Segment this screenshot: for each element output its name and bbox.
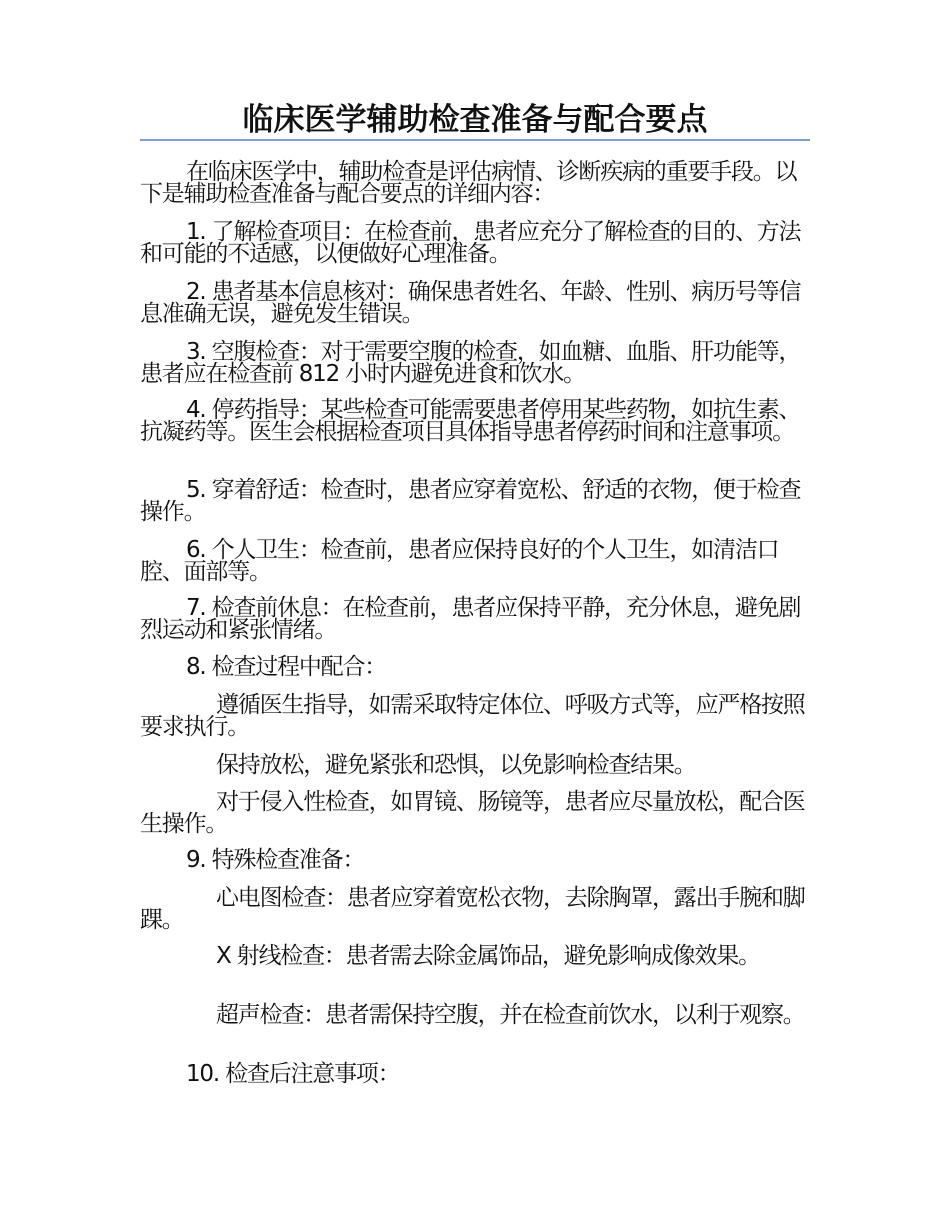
item-7-paragraph: 7. 检查前休息：在检查前，患者应保持平静，充分休息，避免剧烈运动和紧张情绪。 xyxy=(140,595,801,643)
item-9-heading: 9. 特殊检查准备： xyxy=(186,847,365,873)
item-8-sub-2: 保持放松，避免紧张和恐惧，以免影响检查结果。 xyxy=(216,752,696,778)
item-10-heading: 10. 检查后注意事项： xyxy=(186,1061,400,1087)
item-8-sub-3: 对于侵入性检查，如胃镜、肠镜等，患者应尽量放松，配合医生操作。 xyxy=(140,789,805,837)
item-5-paragraph: 5. 穿着舒适：检查时，患者应穿着宽松、舒适的衣物，便于检查操作。 xyxy=(140,477,801,525)
item-9-sub-2: X 射线检查：患者需去除金属饰品，避免影响成像效果。 xyxy=(216,943,760,969)
item-2-paragraph: 2. 患者基本信息核对：确保患者姓名、年龄、性别、病历号等信息准确无误，避免发生错误。 xyxy=(140,279,801,327)
intro-paragraph: 在临床医学中，辅助检查是评估病情、诊断疾病的重要手段。以下是辅助检查准备与配合要点的详细内容： xyxy=(140,159,797,207)
item-1-paragraph: 1. 了解检查项目：在检查前，患者应充分了解检查的目的、方法和可能的不适感，以便做好心理准备。 xyxy=(140,219,801,267)
item-8-sub-1: 遵循医生指导，如需采取特定体位、呼吸方式等，应严格按照要求执行。 xyxy=(140,692,805,740)
item-6-paragraph: 6. 个人卫生：检查前，患者应保持良好的个人卫生，如清洁口腔、面部等。 xyxy=(140,537,779,585)
item-9-sub-1: 心电图检查：患者应穿着宽松衣物，去除胸罩，露出手腕和脚踝。 xyxy=(140,885,805,933)
item-9-sub-3: 超声检查：患者需保持空腹，并在检查前饮水，以利于观察。 xyxy=(216,1002,805,1028)
title-underline xyxy=(140,139,810,141)
item-4-paragraph: 4. 停药指导：某些检查可能需要患者停用某些药物，如抗生素、抗凝药等。医生会根据检查项目具体指导患者停药时间和注意事项。 xyxy=(140,397,801,445)
document-title: 临床医学辅助检查准备与配合要点 xyxy=(242,102,708,138)
item-8-heading: 8. 检查过程中配合： xyxy=(186,654,387,680)
item-3-paragraph: 3. 空腹检查：对于需要空腹的检查，如血糖、血脂、肝功能等，患者应在检查前 812 小时内避免进食和饮水。 xyxy=(140,339,801,387)
